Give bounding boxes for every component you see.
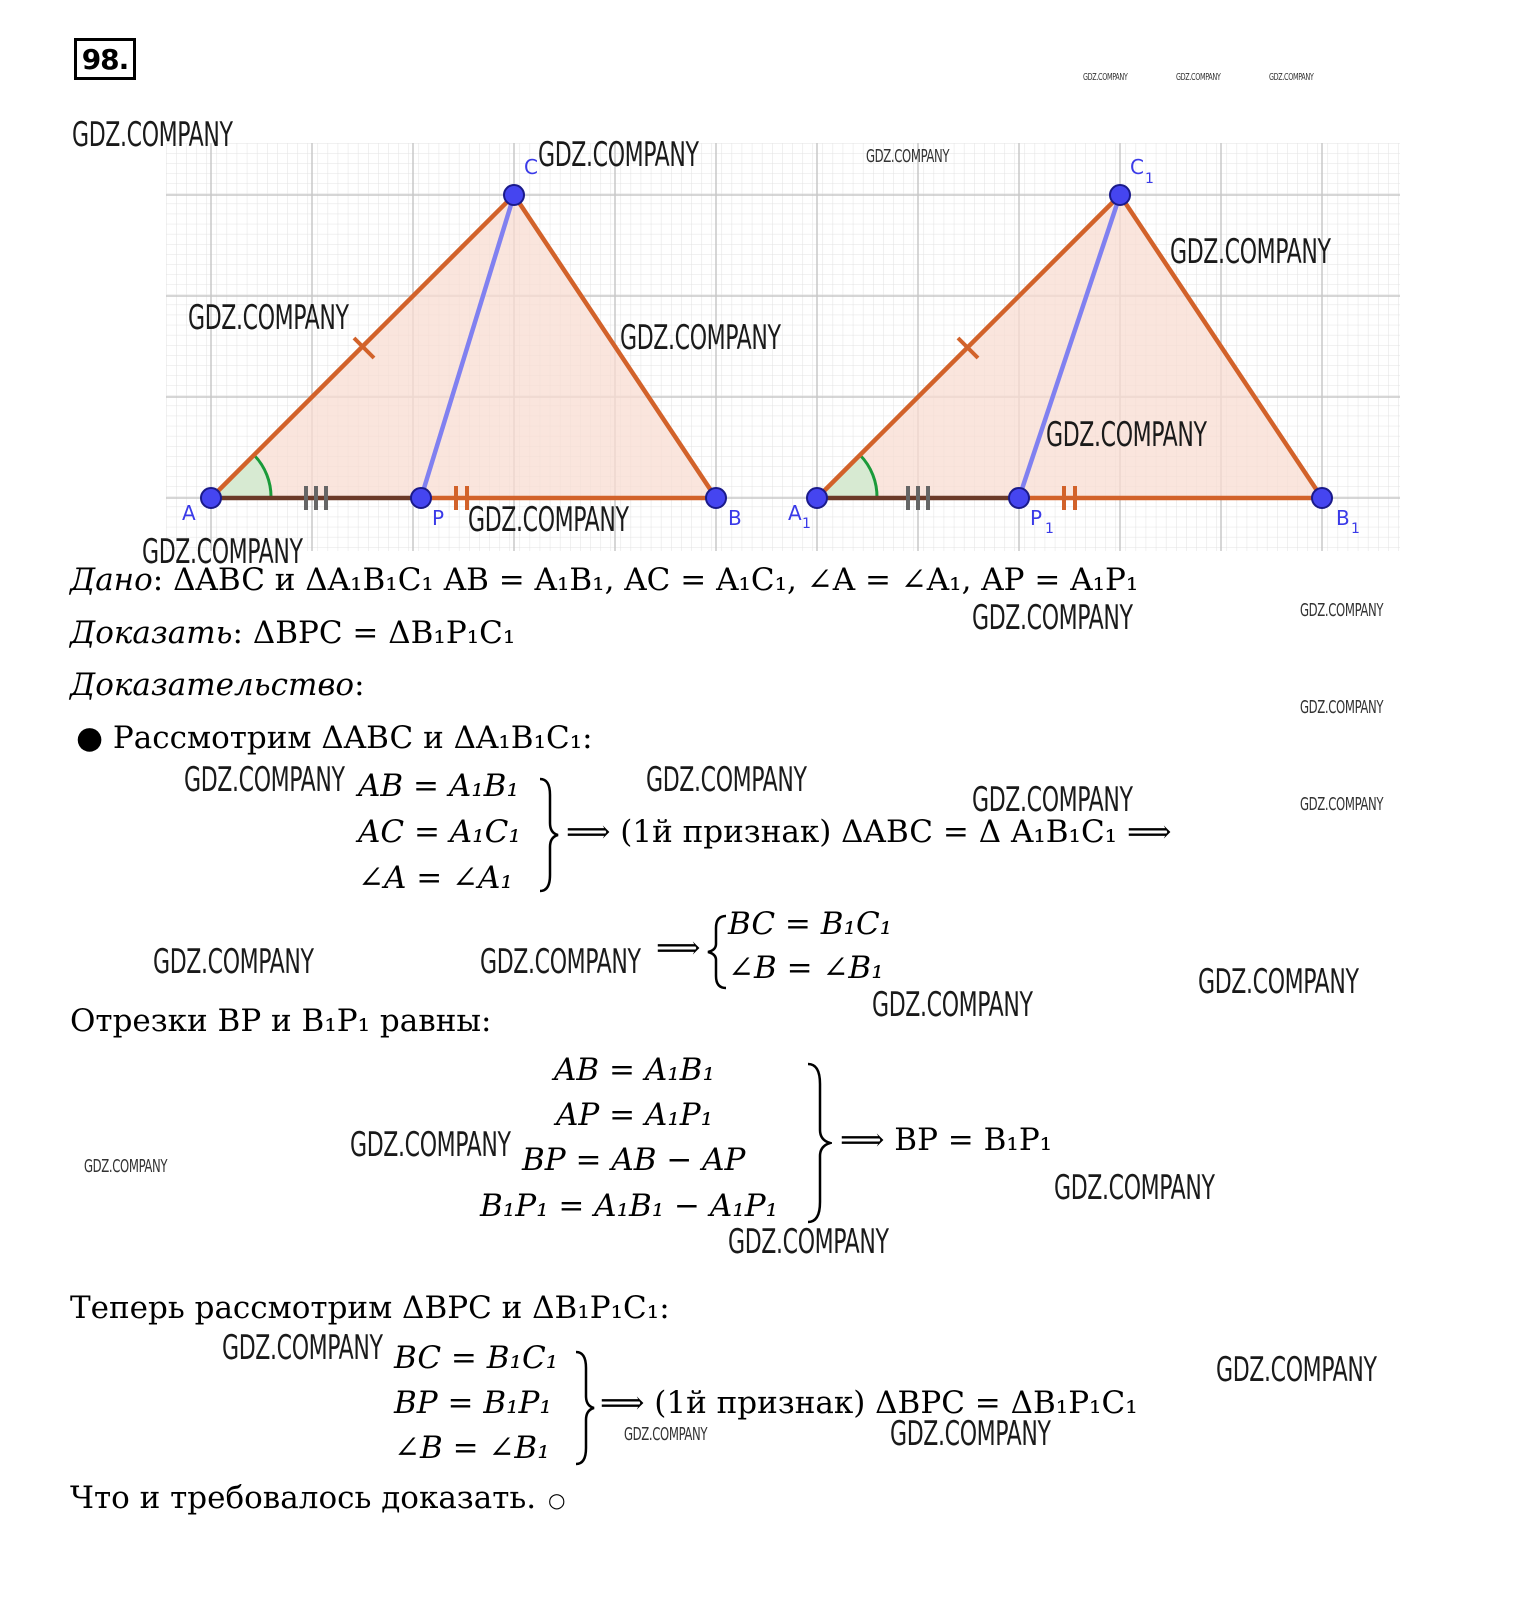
watermark: GDZ.COMPANY — [1046, 415, 1207, 455]
label-b: B — [728, 506, 742, 530]
point-c — [504, 185, 524, 205]
sys1-line-3: ∠A = ∠A₁ — [358, 860, 513, 896]
step-1: ● Рассмотрим ΔABC и ΔA₁B₁C₁: — [76, 720, 593, 756]
prove-label: Доказать — [70, 615, 233, 651]
watermark: GDZ.COMPANY — [728, 1222, 889, 1262]
watermark: GDZ.COMPANY — [1300, 794, 1384, 815]
watermark: GDZ.COMPANY — [1269, 72, 1314, 83]
label-c: C — [524, 155, 538, 179]
watermark: GDZ.COMPANY — [1054, 1168, 1215, 1208]
problem-number: 98. — [74, 38, 136, 80]
watermark: GDZ.COMPANY — [480, 942, 641, 982]
watermark: GDZ.COMPANY — [184, 760, 345, 800]
prove-line — [70, 615, 515, 651]
watermark: GDZ.COMPANY — [890, 1414, 1051, 1454]
sys3-brace — [804, 1060, 832, 1226]
given-statement: : ΔABC и ΔA₁B₁C₁ AB = A₁B₁, AC = A₁C₁, ∠A = ∠A₁, AP = A₁P₁ — [152, 562, 1139, 598]
sys4-line-3: ∠B = ∠B₁ — [394, 1430, 550, 1466]
proof-colon: : — [354, 667, 365, 703]
label-b1-sub: 1 — [1351, 521, 1360, 537]
label-c1-sub: 1 — [1145, 171, 1154, 187]
sys2-line-1: BC = B₁C₁ — [728, 906, 893, 942]
sys1-line-2: AC = A₁C₁ — [358, 814, 521, 850]
label-c1: C — [1130, 155, 1144, 179]
point-b1 — [1312, 488, 1332, 508]
watermark: GDZ.COMPANY — [222, 1328, 383, 1368]
watermark: GDZ.COMPANY — [468, 500, 629, 540]
step-3: Теперь рассмотрим ΔBPC и ΔB₁P₁C₁: — [70, 1290, 670, 1326]
watermark: GDZ.COMPANY — [538, 135, 699, 175]
label-a1: A — [788, 501, 802, 525]
proof-label: Доказательство — [70, 667, 355, 703]
watermark: GDZ.COMPANY — [620, 318, 781, 358]
sys1-brace — [536, 775, 560, 895]
label-p1: P — [1030, 506, 1043, 530]
watermark: GDZ.COMPANY — [84, 1156, 168, 1177]
step-2: Отрезки BP и B₁P₁ равны: — [70, 1003, 492, 1039]
sys3-line-4: B₁P₁ = A₁B₁ − A₁P₁ — [480, 1188, 778, 1224]
sys1-result: ⟹ (1й признак) ΔABC = Δ A₁B₁C₁ ⟹ — [566, 814, 1172, 850]
sys2-line-2: ∠B = ∠B₁ — [728, 950, 884, 986]
prove-statement: : ΔBPC = ΔB₁P₁C₁ — [232, 615, 516, 651]
label-a1-sub: 1 — [802, 516, 811, 532]
watermark: GDZ.COMPANY — [188, 298, 349, 338]
watermark: GDZ.COMPANY — [1198, 962, 1359, 1002]
watermark: GDZ.COMPANY — [72, 115, 233, 155]
watermark: GDZ.COMPANY — [646, 760, 807, 800]
conclusion: Что и требовалось доказать. — [70, 1480, 537, 1516]
label-a: A — [182, 501, 196, 525]
watermark: GDZ.COMPANY — [1176, 72, 1221, 83]
point-b — [706, 488, 726, 508]
watermark: GDZ.COMPANY — [1300, 600, 1384, 621]
watermark: GDZ.COMPANY — [153, 942, 314, 982]
sys3-line-2: AP = A₁P₁ — [556, 1097, 714, 1133]
end-mark: ○ — [548, 1488, 566, 1512]
proof-heading — [70, 667, 365, 703]
sys4-line-2: BP = B₁P₁ — [394, 1385, 552, 1421]
given-label: Дано — [70, 562, 153, 598]
sys3-line-1: AB = A₁B₁ — [554, 1052, 715, 1088]
sys2-brace — [706, 912, 730, 992]
watermark: GDZ.COMPANY — [872, 985, 1033, 1025]
label-p1-sub: 1 — [1045, 521, 1054, 537]
watermark: GDZ.COMPANY — [350, 1125, 511, 1165]
watermark: GDZ.COMPANY — [1216, 1350, 1377, 1390]
label-p: P — [432, 506, 445, 530]
label-b1: B — [1336, 506, 1350, 530]
watermark: GDZ.COMPANY — [624, 1424, 708, 1445]
sys4-result: ⟹ (1й признак) ΔBPC = ΔB₁P₁C₁ — [600, 1385, 1138, 1421]
point-c1 — [1110, 185, 1130, 205]
watermark: GDZ.COMPANY — [866, 146, 950, 167]
watermark: GDZ.COMPANY — [972, 598, 1133, 638]
watermark: GDZ.COMPANY — [1083, 72, 1128, 83]
point-a1 — [807, 488, 827, 508]
sys4-line-1: BC = B₁C₁ — [394, 1340, 559, 1376]
point-a — [201, 488, 221, 508]
watermark: GDZ.COMPANY — [1170, 232, 1331, 272]
sys2-arrow: ⟹ — [656, 930, 701, 966]
watermark: GDZ.COMPANY — [142, 532, 303, 572]
sys1-line-1: AB = A₁B₁ — [358, 768, 519, 804]
watermark: GDZ.COMPANY — [972, 780, 1133, 820]
sys3-line-3: BP = AB − AP — [522, 1142, 746, 1178]
point-p1 — [1009, 488, 1029, 508]
sys3-result: ⟹ BP = B₁P₁ — [840, 1122, 1053, 1158]
watermark: GDZ.COMPANY — [1300, 697, 1384, 718]
given-line — [70, 562, 1138, 598]
sys4-brace — [572, 1348, 596, 1468]
point-p — [411, 488, 431, 508]
